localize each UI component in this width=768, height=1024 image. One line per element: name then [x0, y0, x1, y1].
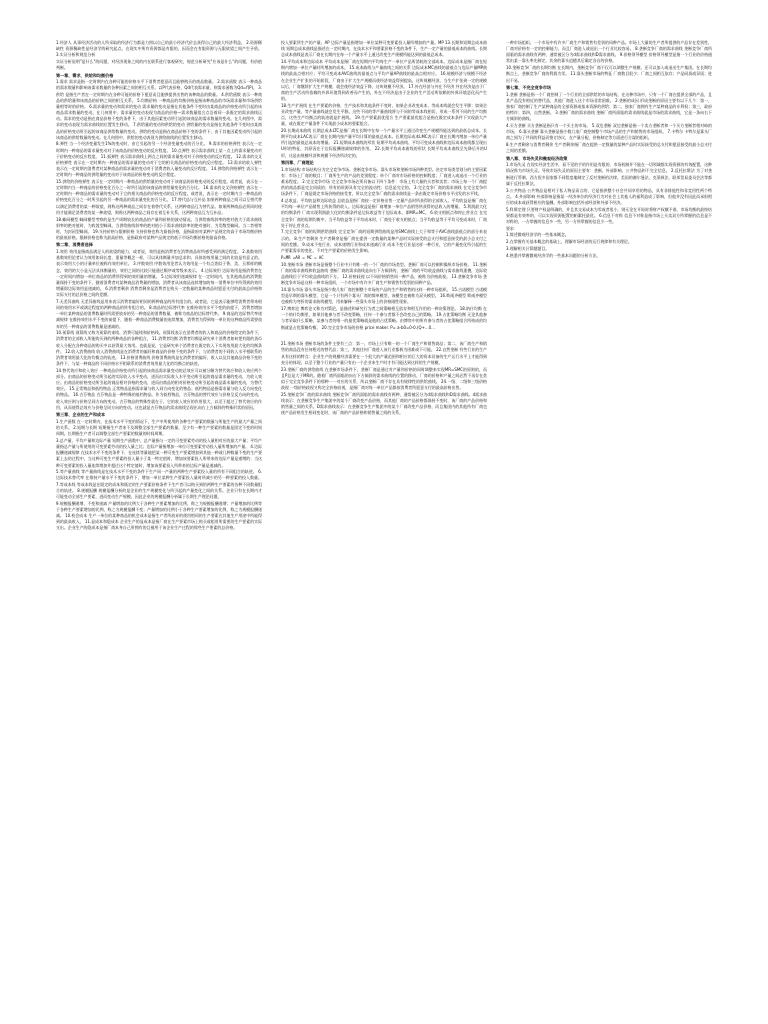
paragraph: 18.生产扩展线 在生产要素的价格、生产技术和其他条件不变时，如果企业改变成本，等成本线就会发生平移；如果企业改变产量，等产量曲线就会发生平移。这些不同的等产量曲线将与不同的等成本线相切，形成一系列不同的生产均衡点，这些生产均衡点的轨迹就是扩展线。 19.生产要素最优组合 生产要素最优组合是指在既定成本条件下实现最大产量，或在既定产量条件下实现最小成本的要素组合。	[281, 102, 487, 127]
paragraph: 20.长期成本曲线 长期总成本LTC是指厂商在长期中在每一个产量水平上通过改变生产规模所能达到的最低总成本。长期平均成本LAC表示厂商在长期内按产量平均计算的最低总成本。长期边际成本LMC表示厂商在长期内增加一单位产量所引起的最低总成本的增量。 21.短期成本曲线的形状 短期平均成本曲线、平均可变成本曲线和边际成本曲线都呈现出U形的特征，其原因在于边际报酬递减规律的作用。 22.长期平均成本曲线的形状 长期平均成本曲线呈先降后升的U形，这是由规模经济和规模不经济所决定的。	[281, 127, 487, 158]
paragraph: 9.规模报酬递增、不变和递减 产量增加的比例大于各种生产要素增加的比例，称之为规模报酬递增；产量增加的比例等于各种生产要素增加的比例，称之为规模报酬不变；产量增加的比例小于各种生产要素增加的比例，称之为规模报酬递减。 10.机会成本 生产一单位的某种商品的机会成本是指生产者所放弃的使用相同的生产要素在其他生产用途中所能得到的最高收入。 11.显成本和隐成本 企业生产的显成本是指厂商在生产要素市场上购买或租用所需要的生产要素的实际支出。企业生产的隐成本是指厂商本身自己所拥有的且被用于该企业生产过程的那些生产要素的总价格。	[56, 500, 262, 531]
paragraph: 10.预算线 预算线又称为预算约束线、消费可能线和价格线。预算线表示在消费者的收入和商品的价格给定的条件下，消费者的全部收入所能购买到的两种商品的各种组合。 11.消费者均衡 消费者均衡是研究单个消费者如何把有限的货币收入分配在各种商品的购买中以获得最大效用。也就是说，它是研究单个消费者在既定收入下实现效用最大化的均衡条件。 12.收入消费曲线 收入消费曲线是在消费者的偏好和商品的价格不变的条件下，与消费者的不同收入水平相联系的消费者效用最大化的均衡点的轨迹。 13.价格消费曲线 价格消费曲线是在消费者的偏好、收入以及其他商品价格不变的条件下，与某一种商品的不同价格水平相联系的消费者效用最大化的均衡点的轨迹。	[56, 330, 262, 367]
chapter-heading: 第四章、厂商理论	[281, 159, 314, 165]
requirements-heading: 要求：	[506, 225, 518, 231]
paragraph: 4.总收益、平均收益和边际收益 总收益是指厂商按一定价格出售一定量产品时所获得的全部收入。平均收益是指厂商在平均每一单位产品销售上所获得的收入。边际收益是指厂商增加一单位产品销售所获得的总收入的增量。 5.利润最大化的均衡条件 厂商实现利润最大化的均衡条件是边际收益等于边际成本，即MR=MC。 6.收支相抵点和停止营业点 在完全竞争厂商的短期均衡中，当平均收益等于平均成本时，厂商处于收支相抵点；当平均收益等于平均可变成本时，厂商处于停止营业点。	[281, 198, 487, 228]
paragraph: 8.弹性 当一个经济变量发生1%的变动时，由它引起的另一个经济变量变动的百分比。 9.需求的价格弹性 表示在一定时期内一种商品的需求量变动对于该商品的价格变动的反应程度。 10.点弹性 表示需求曲线上某一点上的需求量变动对于价格变动的反应程度。 11.弧弹性 表示需求曲线上两点之间的需求量变动对于价格变动的反应程度。 12.需求的交叉价格弹性 表示在一定时期内一种商品的需求量的变动对于它的相关商品的价格变动的反应程度。 13.需求的收入弹性 表示在一定时期内消费者对某种商品的需求量的变动对于消费者收入量变动的反应程度。 14.供给的价格弹性 表示在一定时期内一种商品的供给量的变动对于该商品的价格变动的反应程度。	[56, 141, 262, 178]
paragraph: 25.垄断竞争厂商的需求曲线 垄断竞争厂商所面临的需求曲线有两种，通常被区分为d需求曲线和D需求曲线。d需求曲线表示：在垄断竞争生产集团中的某个厂商改变产品价格，而其他厂商的产品价格都保持不变时，该厂商的产品价格和销售量之间的关系。D需求曲线表示：在垄断竞争生产集团中的某个厂商改变产品价格，而且集团内的其他所有厂商也使产品价格发生相同变化时，该厂商的产品价格和销售量之间的关系。	[281, 391, 487, 416]
paragraph: 5.等产量曲线 等产量曲线是在技术水平不变的条件下生产同一产量的两种生产要素投入量的所有不同组合的轨迹。 6.边际技术替代率 在维持产量水平不变的条件下，增加一单位某种生产要素投入量时所减少的另一种要素的投入数量。 7.等成本线 等成本线是在既定的成本和既定的生产要素价格条件下生产者可以购买到的两种生产要素的各种不同数量组合的轨迹。 8.规模报酬 规模报酬分析的是企业的生产规模变化与所引起的产量变化之间的关系。企业只有在长期内才可能变动全部生产要素，进而变动生产规模，因此企业的规模报酬分析属于长期生产理论问题。	[56, 469, 262, 499]
paragraph: 3.公共物品 公共物品是相对于私人物品而言的，它是指供整个社会共同享用的物品，具有非排他性和非竞用性两个特点。 4.外部影响 外部影响是指某一经济单位的经济行为对社会上其他人的福利造成了影响，但他并没有因此而承担相应的成本或获得相应的报酬。外部影响包括外部经济和外部不经济。	[506, 187, 712, 205]
paragraph: 实证分析说明"是什么"的问题，对经济现象之间的内在联系进行客观研究，规范分析研究"应该是什么"的问题，有价值判断。	[56, 59, 262, 71]
paragraph: 14.替代效应和收入效应 一种商品价格变动所引起的该商品需求量变动的总效应可以被分解为替代效应和收入效应两个部分。由商品的价格变动所引起的实际收入水平变动，进而由实际收入水平变动所引起的商品需求量的变动，为收入效应。由商品的价格变动所引起的商品相对价格的变动，进而由商品的相对价格变动所引起的商品需求量的变动，为替代效应。 15.正常物品和低档物品 正常物品是指需求量与收入同方向变化的物品；低档物品是指需求量与收入反方向变化的物品。 16.吉芬物品 吉芬物品是一种特殊的低档物品，作为低档物品，吉芬物品的替代效应与价格呈反方向的变动，收入效应则与价格呈同方向的变动。吉芬物品的特殊性就在于，它的收入效应的作用很大，以至于超过了替代效应的作用，从而使得总效应与价格呈同方向的变动。这也就是吉芬物品的需求曲线呈现出向右上方倾斜的特殊形状的原因。	[56, 367, 262, 410]
chapter-heading: 第一章、需求、供给和均衡价格	[56, 72, 114, 78]
paragraph: 21.垄断市场 垄断市场的条件主要有三点：第一，市场上只有唯一的一个厂商生产和销售商品；第二，该厂商生产和销售的商品没有任何相近的替代品；第三，其他任何厂商进入该行业都极为困难或不可能。 22.自然垄断 有些行业的生产具有这样的特点：企业生产的规模经济需要在一个很大的产量范围和相应的巨大的资本设备的生产运行水平上才能得到充分的体现，以至于整个行业的产量只有由一个企业来生产时才有可能达到这样的生产规模。	[281, 341, 487, 365]
text-column-left	[56, 40, 262, 980]
requirement-item: 2.在掌握有关基本概念的基础上，理解市场经济的运行规律和有关理论。	[506, 239, 632, 245]
text-column-right	[506, 40, 712, 980]
paragraph: 14.寡头市场 寡头市场是指少数几家厂商控制整个市场的产品的生产和销售的这样一种市场组织。 15.古诺模型 古诺模型是早期的寡头模型，它是一个只有两个寡头厂商的简单模型，该模型也被称为双头模型。 16.斯威齐模型 斯威齐模型也被称为弯折的需求曲线模型，用来解释一些寡头市场上的价格刚性现象。	[281, 287, 487, 305]
paragraph: 1.市场结构 市场结构分为完全竞争市场、垄断竞争市场、寡头市场和垄断市场四种类型。决定市场类型划分的主要因素有：市场上厂商的数目；厂商所生产的产品的差别程度；单个厂商对市场价格的控制程度；厂商进入或退出一个行业的难易程度。 2.完全竞争市场 完全竞争市场必须具备以下四个条件：市场上有大量的买者和卖者；市场上每一个厂商提供的商品都是完全同质的；所有的资源具有完全的流动性；信息是完全的。 3.完全竞争厂商的需求曲线 在完全竞争市场条件下，厂商是既定市场价格的接受者，所以完全竞争厂商的需求曲线是一条由既定市场价格水平出发的水平线。	[281, 166, 487, 197]
paragraph: 1.市场失灵 在现实经济生活中，看不见的手的作用是有限的，市场机制并不能在一切领域都实现资源的有效配置，这种情况称为市场失灵。导致市场失灵的原因主要有：垄断、外部影响、公共物品和不完全信息。 2.反托拉斯法 为了对垄断进行管制，西方很多国家都不同程度地制定了反对垄断的法律。美国的谢尔曼法、克莱顿法、联邦贸易委员会法等都属于反托拉斯法。	[506, 162, 712, 186]
paragraph: 15.供给的价格弹性 表示在一定时期内一种商品的供给量的变动对于该商品的价格变动的反应程度。或者说，表示在一定时期内当一种商品的价格变化百分之一时所引起的该商品的供给量变化的百分比。 16.需求的交叉价格弹性 表示在一定时期内一种商品的需求量的变动对于它的相关商品的价格变动的反应程度。或者说，表示在一定时期内当一种商品的价格变化百分之一时所引起的另一种商品的需求量变化的百分比。 17.替代品与互补品 如果两种商品之间可以互相代替以满足消费者的某一种欲望，则称这两种商品之间存在着替代关系，这两种商品互为替代品。如果两种商品必须同时使用才能满足消费者的某一种欲望，则称这两种商品之间存在着互补关系，这两种商品互为互补品。	[56, 179, 262, 215]
paragraph: 1.生产函数 在一定时期内，在技术水平不变的情况下，生产中所使用的各种生产要素的数量与所能生产的最大产量之间的关系。 2.短期与长期 短期指生产者来不及调整全部生产要素的数量，至少有一种生产要素的数量是固定不变的时间周期。长期指生产者可以调整全部生产要素的数量的时间周期。	[56, 418, 262, 437]
paragraph: 10.垄断竞争厂商的长期均衡 在长期内，垄断竞争厂商不仅可以调整生产规模，还可以加入或退出生产集团。在长期均衡点上，垄断竞争厂商的利润为零。 11.寡头垄断市场的特征 厂商数目很少；厂商之间相互依存；产品同质或异质；进出不易。	[506, 65, 712, 83]
chapter-heading: 第二章、消费者选择	[56, 242, 93, 248]
requirement-item: 3.理解相关计算题题目。	[506, 245, 550, 251]
requirement-item: 4.熟悉并掌握微观经济学的一些基本问题的分析方法。	[506, 252, 601, 258]
document-page	[56, 40, 712, 980]
paragraph: 17.博弈论 博弈论又称为对策论，是描述和研究行为者之间策略相互依存和相互作用的一种决策理论。 18.纳什均衡 在一个纳什均衡里，如果其他参与者不改变策略，任何一个参与者都不会改变自己的策略。 19.占优策略均衡 无论其他参与者采取什么策略，某参与者的唯一的最优策略就是他的占优策略。由博弈中的所有参与者的占优策略组合所构成的均衡就是占优策略均衡。 20.完全竞争市场的价格 price maker. P= a-b0=0-0.(Q+...0...	[281, 306, 487, 330]
paragraph: 5.科斯定理 只要财产权是明确的，并且其交易成本为零或者很小，则无论在开始时将财产权赋予谁，市场均衡的最终结果都是有效率的，可以实现资源配置的帕累托最优。 6.信息不对称 信息不对称是指市场上买卖双方所掌握的信息是不对称的，一方掌握的信息多一些，另一方所掌握的信息少一些。	[506, 206, 712, 224]
paragraph: 1.需求 需求是指一定时期内在各种可能的价格水平下消费者愿意而且能够购买的商品数量。 2.需求函数 表示一种商品的需求数量和影响该需求数量的各种因素之间的相互关系。以P代表价格，Qd代表需求量，则需求函数为Qd=f(P)。 3.供给 是指生产者在一定时期内在各种可能的价格下愿意而且能够提供出售的该种商品的数量。 4.供给函数 表示一种商品的供给量和该商品的价格之间的相互关系。 5.均衡价格 一种商品的均衡价格是指该种商品的市场需求量和市场供给量相等时的价格。 6.需求量的变动和需求的变动 需求量的变动是指在其他条件不变时由某商品的价格变动所引起的该商品需求数量的变动。在几何图中，需求量的变动表现为商品的价格—需求数量组合点沿着同一条既定的需求曲线运动。需求的变动是指在商品价格不变的条件下，由于其他因素变动所引起的该商品的需求数量的变动。在几何图中，需求的变动表现为需求曲线的位置发生移动。 7.供给量的变动和供给的变动 供给量的变动是指在其他条件不变时由某商品的价格变动所引起的该商品供给数量的变动。供给的变动是指在商品价格不变的条件下，由于其他因素变动所引起的该商品的供给数量的变动。在几何图中，供给的变动表现为供给曲线的位置发生移动。	[56, 79, 262, 140]
paragraph: 18.蛛网模型 蛛网模型考察的是生产周期较长的商品的产量和价格的波动情况。当供给曲线斜率的绝对值大于需求曲线斜率的绝对值时，为收敛型蛛网。当供给曲线斜率的绝对值小于需求曲线斜率的绝对值时，为发散型蛛网。当二者相等时，为封闭型蛛网。 19.支持价格与限制价格 支持价格也称为最低价格，是指政府对某种产品规定的高于市场均衡价格的最低价格。限制价格也称为最高价格，是指政府对某种产品规定的低于市场均衡价格的最高价格。	[56, 216, 262, 240]
chapter-heading: 第八章、市场失灵和微观经济政策	[506, 155, 568, 161]
paragraph: 7.无差异曲线 无差异曲线是用来表示消费者偏好相同的两种商品的所有组合的。或者说，它是表示能够给消费者带来相同的效用水平或满足程度的两种商品的所有组合的。 8.商品的边际替代率 在维持效用水平不变的前提下，消费者增加一单位某种商品的消费数量时所需要放弃的另一种商品的消费数量，被称为商品的边际替代率。 9.商品的边际替代率递减规律 在维持效用水平不变的前提下，随着一种商品消费数量的连续增加，消费者为得到每一单位的这种商品所需要放弃的另一种商品的消费数量是递减的。	[56, 298, 262, 329]
text-column-middle	[281, 40, 487, 980]
chapter-heading: 第三章、企业的生产和成本	[56, 412, 106, 418]
requirement-item: 1.简述微观经济学的一些基本概念。	[506, 232, 569, 238]
paragraph: 3.总产量、平均产量和边际产量 短期生产函数中，总产量指与一定的可变要素劳动的投入量相对应的最大产量；平均产量指总产量与所使用的可变要素劳动的投入量之比；边际产量指增加一单位可变要素劳动投入量所增加的产量。 4.边际报酬递减规律 在技术水平不变的条件下，在连续等量地把某一种可变生产要素增加到其他一种或几种数量不变的生产要素上去的过程中，当这种可变生产要素的投入量小于某一特定值时，增加该要素投入所带来的边际产量是递增的；当这种可变要素的投入量连续增加并超过这个特定值时，增加该要素投入所带来的边际产量是递减的。	[56, 437, 262, 468]
paragraph: 1.经济人 从事经济活动的人所采取的经济行为都是力图以自己的最小经济代价去获得自己的最大经济利益。 2.资源稀缺性 资源稀缺性是经济学的研究起点。在现实中所有资源都是有限的，因而会在有限资源与无限欲望之间产生矛盾。 3.实证分析和规范分析	[56, 40, 262, 58]
paragraph: 10.垄断市场 垄断市场是指整个行业中只有唯一的一个厂商的市场类型。垄断厂商可以控制和操纵市场价格。 11.垄断厂商的需求曲线和收益曲线 垄断厂商的需求曲线是向右下方倾斜的，垄断厂商的平均收益曲线与需求曲线重叠，边际收益曲线位于平均收益曲线的下方。 12.价格歧视 以不同价格销售同一种产品，被称为价格歧视。 13.垄断竞争市场 垄断竞争市场是这样一种市场组织，一个市场中有许多厂商生产和销售有差别的同种产品。	[281, 261, 487, 286]
paragraph: 投入要素所生产的产量。AP 边际产量是指增加一单位某种可变要素投入量所增加的产量。MP 13.长期和短期总成本曲线 短期总成本曲线是描述在一定时期内，在技术水平和要素价格不变的条件下，生产一定产量的最低成本的曲线。长期总成本曲线是表示厂商在长期内在每一个产量水平上通过改变生产规模所能达到的最低总成本。	[281, 40, 487, 58]
formula-line: P=MR =AR = MC = AC	[281, 254, 324, 260]
paragraph: 1.垄断 垄断是指一个厂商控制了一个行业的全部供给的市场结构，在这种市场中，只有一个厂商在提供全部的产品，且其产品没有相近的替代品，其他厂商进入这个市场非常困难。 2.垄断的成因 形成垄断的原因主要有以下几个：第一，独家厂商控制了生产某种商品的全部资源或基本资源的供给；第二，独家厂商拥有生产某种商品的专利权；第三，政府的特许；第四，自然垄断。 3.垄断厂商的需求曲线 垄断厂商所面临的需求曲线就是市场的需求曲线，它是一条向右下方倾斜的曲线。	[506, 91, 712, 122]
paragraph: 8.生产者剩余与消费者剩余 生产者剩余指厂商在提供一定数量的某种产品时实际接受的总支付和愿意接受的最小总支付之间的差额。	[506, 142, 712, 154]
paragraph: 7.完全竞争厂商的短期供给曲线 完全竞争厂商的短期供给曲线是用SMC曲线上大于和等于AVC曲线最低点的部分来表示的。 8.生产者剩余 生产者剩余是指厂商在提供一定数量的某种产品时实际接受的总支付和愿意接受的最小总支付之间的差额。 9.成本不变行业、成本递增行业和成本递减行业 成本不变行业是这样一种行业，它的产量变化所引起的生产要素需求的变化，不对生产要素的价格发生影响。	[281, 229, 487, 253]
paragraph: 一种市场组织。一个市场中有许多厂商生产和销售有差别的同种产品。市场上大量的生产者所提供的产品存在差别性，厂商对价格有一定的控制能力，而且厂商进入或退出一个行业比较容易。 8.垄断竞争厂商的需求曲线 垄断竞争厂商所面临的需求曲线有两种，通常被区分为d需求曲线和D需求曲线。 9.价格领导模型 价格领导模型是指一个行业的价格通常由某一寡头率先制定，其余的寡头追随其后确定各自的价格。	[506, 40, 712, 64]
paragraph: 14.平均成本和边际成本 平均成本是指厂商在短期内平均每生产一单位产品所消耗的全部成本。边际成本是指厂商在短期内增加一单位产量时所增加的成本。 15.成本曲线与产量曲线之间的关系 边际成本MC曲线的最低点与边际产量MP曲线的最高点相对应；平均可变成本AVC曲线的最低点与平均产量AP曲线的最高点相对应。 16.规模经济与规模不经济 在企业生产扩张的开始阶段，厂商由于扩大生产规模而使经济效益得到提高，这叫规模经济。当生产扩张到一定的规模以后，厂商继续扩大生产规模，就会使经济效益下降，这叫规模不经济。 17.外在经济与外在不经济 外在经济是由于厂商的生产活动所依赖的外界环境得到改善而产生的。外在不经济是由于企业的生产活动所依赖的外界环境恶化而产生的。	[281, 59, 487, 101]
paragraph: 1.效用 效用是指商品满足人的欲望的能力，或者说，效用是指消费者在消费商品时所感受到的满足程度。 2.基数效用 基数效用论者认为效用如同长度、重量等概念一样，可以具体衡量并加总求和，具体的效用量之间的比较是有意义的。表示效用大小的计量单位被称作效用单位。 3.序数效用 序数效用论者认为效用是一个有点类似于香、美、丑那样的概念，效用的大小是无法具体衡量的，效用之间的比较只能通过顺序或等级来表示。 4.边际效用 边际效用是指消费者在一定时间内增加一单位商品的消费所得到的效用量的增量。 5.边际效用递减规律 在一定时间内，在其他商品的消费数量保持不变的条件下，随着消费者对某种商品消费量的增加，消费者从该商品连续增加的每一消费单位中所得到的效用增量即边际效用是递减的。 6.消费者剩余 消费者剩余是消费者在购买一定数量的某种商品时愿意支付的最高总价格和实际支付的总价格之间的差额。	[56, 249, 262, 298]
paragraph: 4.买方垄断 买方垄断是指只有一个买主的市场。 5.双边垄断 双边垄断是指一个卖方垄断者和一个买方垄断者相对峙的市场。 6.寡头垄断 寡头垄断是指少数几家厂商控制整个市场产品的生产和销售的市场组织。 7.卡特尔 卡特尔是寡头厂商之间为了共同的利益而签订协议，在产量分配、价格制定等方面进行合谋的组织。	[506, 123, 712, 141]
paragraph: 23.垄断厂商的供给曲线 在垄断市场条件下，垄断厂商是通过对产量和价格的同时调整来实现MR=SMC的原则的，而且P总是大于MR的。随着厂商所面临的向右下方倾斜的需求曲线的位置的移动，厂商的价格和产量之间必然不再存在类似于完全竞争条件下的那种一一对应的关系，所以垄断厂商不存在具有规律性的供给曲线。 24.一级、二级和三级价格歧视 一级价格歧视又称完全价格歧视，是指厂商对每一单位产品都按消费者所愿意支付的最高价格出售。	[281, 366, 487, 390]
chapter-heading: 第七章、不完全竞争市场	[506, 84, 552, 90]
column-gap	[281, 331, 487, 341]
